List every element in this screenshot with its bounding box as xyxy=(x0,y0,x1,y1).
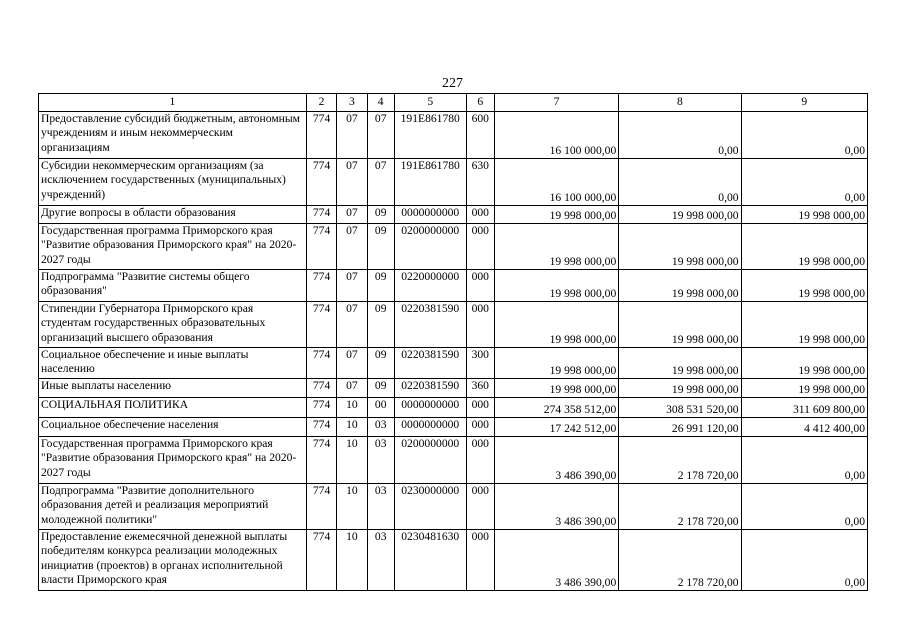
row-amount-col8: 26 991 120,00 xyxy=(619,418,741,437)
table-row xyxy=(39,398,868,418)
table-row xyxy=(39,206,868,224)
row-name: Социальное обеспечение и иные выплаты населению xyxy=(39,348,307,379)
row-name: Государственная программа Приморского края "Развитие образования Приморского края" на 2020-2027 годы xyxy=(39,224,307,270)
column-header: 2 xyxy=(306,94,336,112)
page-number: 227 xyxy=(442,76,463,91)
row-amount-col7: 19 998 000,00 xyxy=(494,379,618,398)
row-code-target: 0230481630 xyxy=(394,530,466,591)
row-code-section: 10 xyxy=(337,418,367,437)
row-code-admin: 774 xyxy=(306,302,336,348)
row-code-expense-type: 000 xyxy=(466,224,494,270)
row-amount-col7: 274 358 512,00 xyxy=(494,398,618,418)
row-code-section: 07 xyxy=(337,302,367,348)
row-name: Другие вопросы в области образования xyxy=(39,206,307,224)
row-amount-col9: 0,00 xyxy=(741,530,867,591)
row-amount-col8: 19 998 000,00 xyxy=(619,270,741,302)
table-row xyxy=(39,270,868,302)
row-name: Предоставление субсидий бюджетным, автономным учреждениям и иным некоммерческим организациям xyxy=(39,112,307,159)
table-row xyxy=(39,224,868,270)
row-code-subsection: 09 xyxy=(367,270,394,302)
row-code-target: 0000000000 xyxy=(394,206,466,224)
row-name: Подпрограмма "Развитие системы общего образования" xyxy=(39,270,307,302)
row-amount-col7: 16 100 000,00 xyxy=(494,112,618,159)
row-code-expense-type: 000 xyxy=(466,530,494,591)
row-name: Предоставление ежемесячной денежной выплаты победителям конкурса реализации молодежных инициатив (проектов) в органах исполнительной власти Приморского края xyxy=(39,530,307,591)
row-code-target: 0000000000 xyxy=(394,418,466,437)
table-row xyxy=(39,418,868,437)
row-code-expense-type: 300 xyxy=(466,348,494,379)
budget-table xyxy=(38,93,868,591)
row-code-expense-type: 000 xyxy=(466,270,494,302)
row-code-section: 07 xyxy=(337,206,367,224)
row-code-expense-type: 360 xyxy=(466,379,494,398)
row-code-admin: 774 xyxy=(306,270,336,302)
row-code-subsection: 03 xyxy=(367,530,394,591)
row-amount-col9: 0,00 xyxy=(741,484,867,530)
row-amount-col7: 17 242 512,00 xyxy=(494,418,618,437)
row-amount-col9: 19 998 000,00 xyxy=(741,348,867,379)
table-row xyxy=(39,530,868,591)
row-code-admin: 774 xyxy=(306,348,336,379)
row-amount-col8: 19 998 000,00 xyxy=(619,206,741,224)
column-header: 8 xyxy=(619,94,741,112)
row-code-expense-type: 000 xyxy=(466,398,494,418)
table-row xyxy=(39,159,868,206)
row-code-subsection: 09 xyxy=(367,348,394,379)
row-code-section: 07 xyxy=(337,379,367,398)
row-code-expense-type: 000 xyxy=(466,302,494,348)
row-amount-col9: 0,00 xyxy=(741,159,867,206)
row-code-target: 191E861780 xyxy=(394,112,466,159)
row-amount-col9: 4 412 400,00 xyxy=(741,418,867,437)
row-amount-col8: 2 178 720,00 xyxy=(619,530,741,591)
row-name: СОЦИАЛЬНАЯ ПОЛИТИКА xyxy=(39,398,307,418)
row-code-target: 0230000000 xyxy=(394,484,466,530)
row-code-subsection: 00 xyxy=(367,398,394,418)
row-code-section: 10 xyxy=(337,530,367,591)
row-name: Государственная программа Приморского края "Развитие образования Приморского края" на 2020-2027 годы xyxy=(39,437,307,484)
row-amount-col8: 19 998 000,00 xyxy=(619,302,741,348)
table-row xyxy=(39,379,868,398)
row-code-section: 07 xyxy=(337,112,367,159)
row-amount-col9: 19 998 000,00 xyxy=(741,379,867,398)
row-code-target: 0220381590 xyxy=(394,379,466,398)
row-code-admin: 774 xyxy=(306,206,336,224)
row-code-subsection: 03 xyxy=(367,437,394,484)
row-code-target: 0220000000 xyxy=(394,270,466,302)
row-code-expense-type: 000 xyxy=(466,437,494,484)
row-code-expense-type: 600 xyxy=(466,112,494,159)
row-code-subsection: 09 xyxy=(367,379,394,398)
row-amount-col8: 19 998 000,00 xyxy=(619,348,741,379)
row-amount-col9: 19 998 000,00 xyxy=(741,302,867,348)
row-code-target: 0220381590 xyxy=(394,302,466,348)
row-code-section: 07 xyxy=(337,224,367,270)
row-name: Социальное обеспечение населения xyxy=(39,418,307,437)
row-amount-col8: 19 998 000,00 xyxy=(619,224,741,270)
row-code-section: 10 xyxy=(337,398,367,418)
row-amount-col7: 19 998 000,00 xyxy=(494,224,618,270)
row-code-admin: 774 xyxy=(306,159,336,206)
row-amount-col9: 19 998 000,00 xyxy=(741,224,867,270)
row-amount-col9: 0,00 xyxy=(741,437,867,484)
row-amount-col7: 19 998 000,00 xyxy=(494,206,618,224)
row-amount-col8: 2 178 720,00 xyxy=(619,437,741,484)
row-code-target: 191E861780 xyxy=(394,159,466,206)
row-amount-col9: 0,00 xyxy=(741,112,867,159)
row-amount-col8: 0,00 xyxy=(619,112,741,159)
row-code-admin: 774 xyxy=(306,418,336,437)
row-amount-col7: 3 486 390,00 xyxy=(494,437,618,484)
row-code-expense-type: 000 xyxy=(466,418,494,437)
row-code-admin: 774 xyxy=(306,398,336,418)
row-code-admin: 774 xyxy=(306,484,336,530)
row-code-admin: 774 xyxy=(306,112,336,159)
column-header: 1 xyxy=(39,94,307,112)
row-amount-col8: 19 998 000,00 xyxy=(619,379,741,398)
row-amount-col7: 3 486 390,00 xyxy=(494,484,618,530)
table-row xyxy=(39,302,868,348)
table-row xyxy=(39,437,868,484)
row-amount-col8: 308 531 520,00 xyxy=(619,398,741,418)
column-header: 5 xyxy=(394,94,466,112)
row-amount-col9: 19 998 000,00 xyxy=(741,206,867,224)
row-amount-col7: 19 998 000,00 xyxy=(494,348,618,379)
table-header-row xyxy=(39,94,868,112)
row-code-admin: 774 xyxy=(306,437,336,484)
column-header: 4 xyxy=(367,94,394,112)
row-name: Субсидии некоммерческим организациям (за исключением государственных (муниципальных) учреждений) xyxy=(39,159,307,206)
row-amount-col7: 19 998 000,00 xyxy=(494,270,618,302)
column-header: 7 xyxy=(494,94,618,112)
row-code-target: 0200000000 xyxy=(394,437,466,484)
row-name: Подпрограмма "Развитие дополнительного образования детей и реализация мероприятий молодежной политики" xyxy=(39,484,307,530)
row-code-section: 07 xyxy=(337,348,367,379)
row-code-expense-type: 000 xyxy=(466,206,494,224)
column-header: 6 xyxy=(466,94,494,112)
row-name: Стипендии Губернатора Приморского края студентам государственных образовательных организаций высшего образования xyxy=(39,302,307,348)
column-header: 9 xyxy=(741,94,867,112)
row-code-subsection: 07 xyxy=(367,112,394,159)
row-code-expense-type: 000 xyxy=(466,484,494,530)
row-code-section: 10 xyxy=(337,484,367,530)
row-code-subsection: 09 xyxy=(367,302,394,348)
row-amount-col8: 2 178 720,00 xyxy=(619,484,741,530)
row-name: Иные выплаты населению xyxy=(39,379,307,398)
row-amount-col9: 19 998 000,00 xyxy=(741,270,867,302)
row-code-admin: 774 xyxy=(306,379,336,398)
row-code-section: 07 xyxy=(337,270,367,302)
row-amount-col8: 0,00 xyxy=(619,159,741,206)
row-amount-col7: 3 486 390,00 xyxy=(494,530,618,591)
row-code-expense-type: 630 xyxy=(466,159,494,206)
row-code-admin: 774 xyxy=(306,224,336,270)
row-amount-col7: 16 100 000,00 xyxy=(494,159,618,206)
row-code-subsection: 03 xyxy=(367,484,394,530)
row-code-subsection: 07 xyxy=(367,159,394,206)
row-code-subsection: 09 xyxy=(367,224,394,270)
row-amount-col7: 19 998 000,00 xyxy=(494,302,618,348)
table-row xyxy=(39,484,868,530)
row-code-target: 0220381590 xyxy=(394,348,466,379)
row-code-subsection: 03 xyxy=(367,418,394,437)
row-code-section: 10 xyxy=(337,437,367,484)
row-code-subsection: 09 xyxy=(367,206,394,224)
row-code-section: 07 xyxy=(337,159,367,206)
row-code-target: 0000000000 xyxy=(394,398,466,418)
table-row xyxy=(39,112,868,159)
row-code-target: 0200000000 xyxy=(394,224,466,270)
row-code-admin: 774 xyxy=(306,530,336,591)
table-row xyxy=(39,348,868,379)
column-header: 3 xyxy=(337,94,367,112)
row-amount-col9: 311 609 800,00 xyxy=(741,398,867,418)
